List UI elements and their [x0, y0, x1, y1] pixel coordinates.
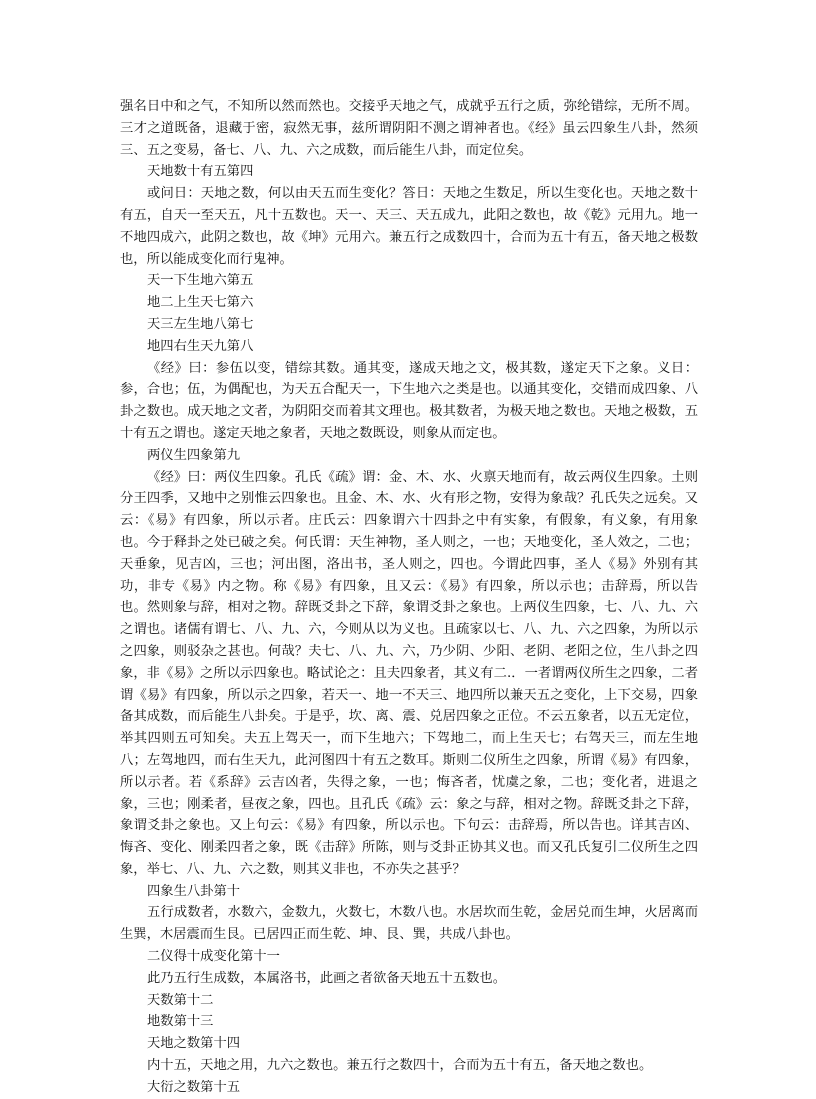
body-paragraph: 《经》曰：两仪生四象。孔氏《疏》谓：金、木、水、火禀天地而有，故云两仪生四象。土则分王四季，又地中之别惟云四象也。且金、木、水、火有形之物，安得为象哉？孔氏失之远矣。又云：《易》有四象，所以示者。庄氏云：四象谓六十四卦之中有实象，有假象，有义象，有用象也。今于释卦之处已破之矣。何氏谓：天生神物，圣人则之，一也；天地变化，圣人效之，二也；天垂象，见吉凶，三也；河出图，洛出书，圣人则之，四也。今谓此四事，圣人《易》外别有其功，非专《易》内之物。称《易》有四象，且又云：《易》有四象，所以示也；击辞焉，所以告也。然则象与辞，相对之物。辞既爻卦之下辞，象谓爻卦之象也。上两仪生四象，七、八、九、六之谓也。诸儒有谓七、八、九、六，今则从以为义也。且疏家以七、八、九、六之四象，为所以示之四象，则驳杂之甚也。何哉？夫七、八、九、六，乃少阴、少阳、老阴、老阳之位，生八卦之四象，非《易》之所以示四象也。略试论之：且夫四象者，其义有二.．一者谓两仪所生之四象，二者谓《易》有四象，所以示之四象，若天一、地一不天三、地四所以兼天五之变化，上下交易，四象备其成数，而后能生八卦矣。于是乎，坎、离、震、兑居四象之正位。不云五象者，以五无定位，举其四则五可知矣。夫五上驾天一，而下生地六；下驾地二，而上生天七；右驾天三，而左生地八；左驾地四，而右生天九，此河图四十有五之数耳。斯则二仪所生之四象，所谓《易》有四象，所以示者。若《系辞》云吉凶者，失得之象，一也；悔吝者，忧虞之象，二也；变化者，进退之象，三也；刚柔者，昼夜之象，四也。且孔氏《疏》云：象之与辞，相对之物。辞既爻卦之下辞，象谓爻卦之象也。又上句云：《易》有四象，所以示也。下句云：击辞焉，所以告也。详其吉凶、悔吝、变化、刚柔四者之象，既《击辞》所陈，则与爻卦正协其义也。而又孔氏复引二仪所生之四象，举七、八、九、六之数，则其义非也，不亦失之甚乎？ — [120, 469, 698, 877]
section-heading: 地二上生天七第六 — [147, 295, 254, 311]
body-paragraph: 内十五，天地之用，九六之数也。兼五行之数四十，合而为五十有五，备天地之数也。 — [147, 1058, 653, 1074]
body-paragraph: 五行成数者，水数六，金数九，火数七，木数八也。水居坎而生乾，金居兑而生坤，火居离而生巽，木居震而生艮。已居四正而生乾、坤、艮、巽，共成八卦也。 — [120, 905, 698, 943]
section-heading: 天一下生地六第五 — [147, 273, 254, 289]
section-heading: 天数第十二 — [147, 992, 214, 1008]
body-paragraph: 强名日中和之气，不知所以然而然也。交接乎天地之气，成就乎五行之质，弥纶错综，无所不周。三才之道既备，退藏于密，寂然无事，兹所谓阴阳不测之谓神者也。《经》虽云四象生八卦，然须三、五之变易，备七、八、九、六之成数，而后能生八卦，而定位矣。 — [120, 99, 698, 158]
section-heading: 二仪得十成变化第十一 — [147, 949, 280, 965]
body-paragraph: 《经》曰：参伍以变，错综其数。通其变，遂成天地之文，极其数，遂定天下之象。义日：参，合也；伍，为偶配也，为天五合配天一，下生地六之类是也。以通其变化，交错而成四象、八卦之数也。成天地之文者，为阴阳交而着其文理也。极其数者，为极天地之数也。天地之极数，五十有五之谓也。遂定天地之象者，天地之数既设，则象从而定也。 — [120, 360, 698, 441]
section-heading: 天地之数第十四 — [147, 1036, 241, 1052]
body-paragraph: 或问日：天地之数，何以由天五而生变化？答日：天地之生数足，所以生变化也。天地之数十有五，自天一至天五，凡十五数也。天一、天三、天五成九，此阳之数也，故《乾》元用九。地一不地四成六，此阴之数也，故《坤》元用六。兼五行之成数四十，合而为五十有五，备天地之极数也，所以能成变化而行鬼神。 — [120, 186, 698, 267]
section-heading: 地四右生天九第八 — [147, 338, 254, 354]
body-paragraph: 此乃五行生成数，本属洛书，此画之者欲备天地五十五数也。 — [147, 970, 507, 986]
section-heading: 两仪生四象第九 — [147, 447, 241, 463]
section-heading: 天三左生地八第七 — [147, 316, 254, 332]
section-heading: 地数第十三 — [147, 1014, 214, 1030]
section-heading: 大衍之数第十五 — [147, 1079, 241, 1095]
document-page — [120, 96, 698, 1099]
section-heading: 四象生八卦第十 — [147, 883, 241, 899]
section-heading: 天地数十有五第四 — [147, 164, 254, 180]
